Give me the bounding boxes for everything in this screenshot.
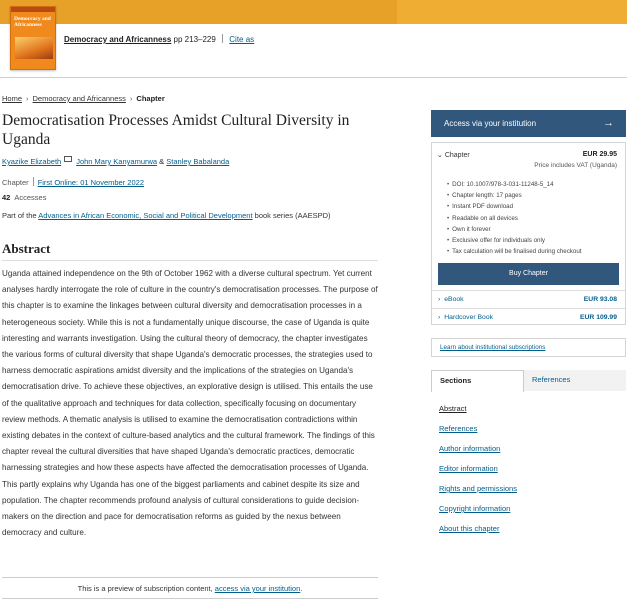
divider [222,34,223,43]
book-series: Part of the Advances in African Economic, Social and Political Development book series (AAESPD) [2,211,331,220]
divider [2,260,378,261]
list-item: • Readable on all devices [447,213,582,224]
nav-link-abstract[interactable]: Abstract [439,404,467,413]
chapter-offer-toggle[interactable]: ⌄ Chapter [437,152,470,159]
chevron-right-icon: › [26,94,29,103]
email-icon[interactable] [64,156,72,162]
access-count-label: Accesses [14,193,47,202]
cite-as-link[interactable]: Cite as [229,35,255,44]
institutional-subscriptions-box [431,338,626,357]
nav-link-author-information[interactable]: Author information [439,444,501,453]
book-info [64,34,254,44]
list-item: • Own it forever [447,224,582,235]
divider [33,177,34,186]
list-item: • DOI: 10.1007/978-3-031-11248-5_14 [447,179,582,190]
arrow-right-icon: → [603,117,614,129]
nav-item [439,439,517,459]
book-cover-title: Democracy and Africanness [14,16,51,28]
chevron-right-icon: › [438,296,441,303]
offer-features [447,179,582,257]
breadcrumb-home[interactable]: Home [2,94,23,103]
list-item: • Chapter length: 17 pages [447,190,582,201]
nav-item [439,519,517,539]
buy-chapter-button[interactable]: Buy Chapter [438,263,619,285]
chapter-price: EUR 29.95 [582,151,617,158]
author-joiner: & [159,157,165,166]
chevron-right-icon: › [129,94,133,103]
access-count-number: 42 [2,193,11,202]
banner-color-bar-accent [397,0,627,24]
book-cover-artwork [15,37,53,59]
list-item: • Exclusive offer for individuals only [447,235,582,246]
section-nav [439,399,517,539]
content-type: Chapter [2,178,29,187]
institutional-subscriptions-link[interactable]: Learn about institutional subscriptions [440,344,546,351]
breadcrumb-current: Chapter [136,94,165,103]
list-item: • Tax calculation will be finalised during checkout [447,246,582,257]
list-item: • Instant PDF download [447,201,582,212]
nav-link-rights-and-permissions[interactable]: Rights and permissions [439,484,517,493]
hardcover-price: EUR 109.99 [579,314,617,321]
ebook-offer-toggle[interactable]: › eBook EUR 93.08 [432,290,625,308]
buy-box [431,142,626,325]
nav-item [439,419,517,439]
book-series-link[interactable]: Advances in African Economic, Social and Political Development [38,211,253,220]
nav-link-about-this-chapter[interactable]: About this chapter [439,524,500,533]
nav-link-editor-information[interactable]: Editor information [439,464,498,473]
access-count [2,193,46,202]
subscription-preview-notice: This is a preview of subscription content, access via your institution. [2,577,378,599]
abstract-heading: Abstract [2,241,51,256]
ebook-price: EUR 93.08 [583,296,617,303]
abstract-text: Uganda attained independence on the 9th of October 1962 with a diverse cultural spectrum. Yet current analyses hardly interrogate the role of culture in the country's democratisation processes. The purpose of this chapter is to examine the linkages between cultural diversity and democratisation processes in a heterogeneous society. While this is not a fundamentally unique discourse, the case of Uganda is quite interesting and warrants investigation. Using the cultural theory of democracy, the chapter investigates the various forms of cultural diversity that shape Uganda's democratic processes, the strategies used to harness democratic aspirations amidst diversity and the implications of the strategies on Uganda's democratisation drive. To achieve these objectives, an explorative design is utilised. This entails the use of the qualitative approach and techniques for data collection, specifically focusing on documentary review methods. A thematic analysis is utilised to examine the democratisation contradictions within existing debates in the context of culture-based analytics and the cultural framework. The findings of this chapter reveal the cultural diversities that have shaped Uganda's democratic practices, democratic harnessing strategies and how these aspects have affected the democratisation processes of Uganda. This partly explains why Uganda has one of the biggest parliaments and cabinet despite its size and population. The chapter recommends profound analysis of cultural considerations to guide decision-makers on the direction and pace for democratisation reforms as guided by the nexus between democracy and culture. [2,269,378,538]
page-title: Democratisation Processes Amidst Cultural Diversity in Uganda [2,112,350,148]
sidebar-tabs [431,370,626,391]
access-via-institution-button[interactable]: Access via your institution → [431,110,626,137]
tab-sections[interactable]: Sections [431,370,524,392]
author-list [2,157,229,166]
vat-note: Price includes VAT (Uganda) [534,162,617,169]
book-banner [0,0,627,78]
nav-link-copyright-information[interactable]: Copyright information [439,504,511,513]
chevron-down-icon: ⌄ [437,152,443,159]
page-range: pp 213–229 [173,35,216,44]
author-link[interactable]: John Mary Kanyamurwa [76,157,158,166]
nav-item [439,399,517,419]
author-link[interactable]: Kyazike Elizabeth [2,157,62,166]
access-via-institution-link[interactable]: access via your institution [214,584,301,593]
book-cover-image[interactable] [10,6,56,70]
book-title-link[interactable]: Democracy and Africanness [64,35,172,44]
hardcover-offer-toggle[interactable]: › Hardcover Book EUR 109.99 [432,308,625,326]
tab-references[interactable]: References [524,370,626,391]
author-link[interactable]: Stanley Babalanda [166,157,230,166]
nav-item [439,499,517,519]
nav-link-references[interactable]: References [439,424,478,433]
chapter-meta [2,177,144,187]
nav-item [439,459,517,479]
first-online-link[interactable]: First Online: 01 November 2022 [37,178,144,187]
nav-item [439,479,517,499]
chevron-right-icon: › [438,314,441,321]
breadcrumb [2,94,165,103]
breadcrumb-book[interactable]: Democracy and Africanness [32,94,126,103]
